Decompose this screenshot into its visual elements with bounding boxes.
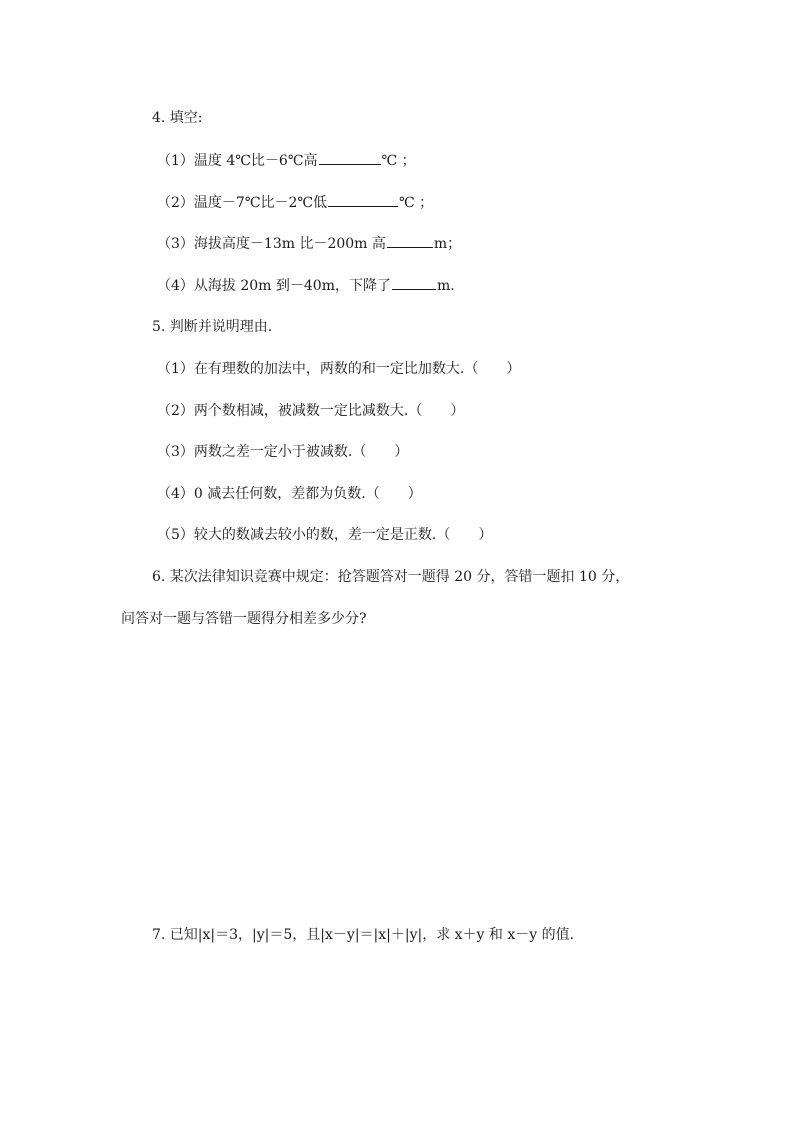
q5-title: 5. 判断并说明理由. — [152, 319, 273, 335]
q5-item-4: （4）0 减去任何数，差都为负数.（ ） — [157, 486, 422, 502]
q4-item-4-unit: m. — [437, 278, 455, 294]
q4-item-1 — [157, 151, 416, 171]
answer-blank[interactable] — [387, 234, 433, 248]
q5-item-5: （5）较大的数减去较小的数，差一定是正数.（ ） — [157, 527, 493, 543]
q4-item-1-unit: ℃ ； — [381, 153, 416, 169]
q6-line-1: 6. 某次法律知识竞赛中规定：抢答题答对一题得 20 分，答错一题扣 10 分， — [152, 569, 630, 585]
q4-item-1-text: （1）温度 4℃比－6℃高 — [157, 153, 318, 169]
q4-item-3-text: （3）海拔高度－13m 比－200m 高 — [157, 236, 386, 252]
q6-line-2: 问答对一题与答错一题得分相差多少分? — [121, 611, 367, 627]
q4-item-4-text: （4）从海拔 20m 到－40m，下降了 — [157, 278, 391, 294]
q7-text: 7. 已知|x|＝3，|y|＝5，且|x－y|＝|x|＋|y|，求 x＋y 和 x－y 的值. — [152, 927, 575, 943]
answer-blank[interactable] — [328, 193, 398, 207]
q4-item-3 — [157, 234, 461, 254]
q5-item-2: （2）两个数相减，被减数一定比减数大.（ ） — [157, 403, 465, 419]
q4-item-3-unit: m； — [433, 236, 462, 252]
answer-blank[interactable] — [392, 276, 436, 290]
q5-item-3: （3）两数之差一定小于被减数.（ ） — [157, 444, 409, 460]
q5-item-1: （1）在有理数的加法中，两数的和一定比加数大.（ ） — [157, 361, 521, 377]
answer-blank[interactable] — [319, 151, 381, 165]
q4-title: 4. 填空: — [152, 110, 203, 126]
q4-item-2-text: （2）温度－7℃比－2℃低 — [157, 195, 328, 211]
q4-item-4 — [157, 276, 455, 296]
q4-item-2-unit: ℃ ； — [399, 195, 434, 211]
q4-item-2 — [157, 193, 433, 213]
